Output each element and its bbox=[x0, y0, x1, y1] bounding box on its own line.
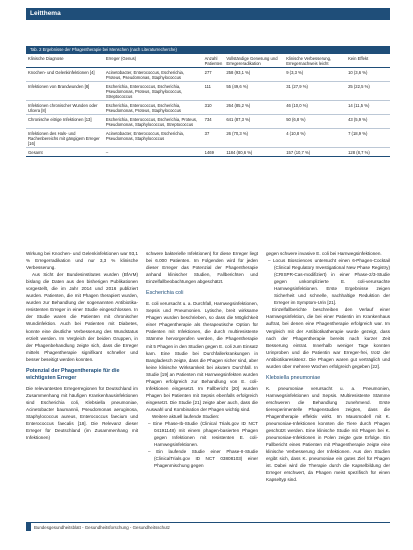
section-heading: Escherichia coli bbox=[146, 290, 184, 297]
table-cell: 14 (11,5 %) bbox=[346, 101, 390, 115]
paragraph: schwere bakterielle Infektionen) für diese Erreger liegt bei 6.000 Patienten. Im Folgenden wird für jeden dieser Erreger das Potenzial der Phagentherapie anhand klinischer Studien, Fallberichten und Einzelfallbeobachtungen abgeschätzt. bbox=[146, 251, 258, 285]
paragraph: Einzelfallberichte beschreiben den Verlauf einer Harnwegsinfektion, die bei einer Patientin im Krankenhaus auftrat, bei denen eine Phagentherapie erfolgreich war. Im Vergleich mit der Antibiotikatherapie wurde gezeigt, dass nach der Phagentherapie bereits nach kurzer Zeit Besserung eintrat. Innerhalb weniger Tage konnten Urinproben und die Patientin war Erreger-frei, trotz der Antibiotikaresistenz. Die Phagen waren gut verträglich und wurden über mehrere Wochen erfolgreich gegeben [22]. bbox=[266, 307, 390, 369]
section-heading: Potenzial der Phagentherapie für die wichtigsten Erreger bbox=[26, 367, 120, 381]
column-header: Klinische Diagnose bbox=[26, 55, 104, 68]
table-cell: 26 (70,3 %) bbox=[224, 129, 284, 148]
table-cell: 37 bbox=[203, 129, 225, 148]
table-cell: Infektionen chronischer Wunden oder Ulcera [8] bbox=[26, 101, 104, 115]
table-caption: Tab. 2 Ergebnisse der Phagentherapie bei Menschen (nach Literaturrecherche) bbox=[26, 46, 390, 54]
table-cell: 310 bbox=[203, 101, 225, 115]
paragraph: Wirkung bei Knochen- und Gelenkinfektionen war 93,1 % Erregerradikation und nur 3,3 % klinische Verbesserung. bbox=[26, 251, 138, 271]
table-cell: Infektionen von Brandwunden [8] bbox=[26, 82, 104, 101]
table-cell: 43 (5,9 %) bbox=[346, 115, 390, 129]
list-item: – Ein laufende Studie einer Phase-II-Studie (ClinicalTrials.gov ID NCT 03808103) einer Phagenmischung gegen bbox=[148, 449, 258, 469]
table-cell: Gesamt bbox=[26, 148, 104, 157]
table-cell: Escherichia, Enterococcus, Escherichia, Proteus, Pseudomonas, Staphylococcus, Streptococcus bbox=[104, 115, 203, 129]
table-row bbox=[26, 101, 390, 115]
paragraph: gegen schwere invasive E. coli bei Harnwegsinfektionen. bbox=[266, 251, 382, 256]
table-cell: 264 (85,2 %) bbox=[224, 101, 284, 115]
table-row bbox=[26, 68, 390, 82]
table-cell: 25 (22,5 %) bbox=[346, 82, 390, 101]
list-item: – Locus Biosciences untersucht einen 6-Phagen-Cocktail (Clinical Regulatory Investigational New Phase Registry) (CRISPR-Cas-modifiziert) in einer Phase-2/3-Studie gegen unkomplizierte E. coli-verursachte Harnwegsinfektionen. Erste Ergebnisse zeigen Sicherheit und schnelle, nachhaltige Reduktion der Erreger im Symptom-Urin [21]. bbox=[268, 258, 390, 306]
table-cell: 55 (49,6 %) bbox=[224, 82, 284, 101]
table-row bbox=[26, 82, 390, 101]
table-cell: Escherichia, Enterococcus, Escherichia, Pseudomonas, Proteus, Staphylococcus bbox=[104, 101, 203, 115]
column-header: Anzahl Patienten bbox=[204, 56, 223, 66]
table-row bbox=[26, 115, 390, 129]
paragraph: Die relevantesten Erregerregionen für Deutschland im Zusammenhang mit häufigen Krankenhausinfektionen sind Escherichia coli, Klebsiella pneumoniae, Acinetobacter baumannii, Pseudomonas aeruginosa, Staphylococcus aureus, Enterococcus faecium und Enterococcus faecalis [18]. Die Relevanz dieser Erreger für Deutschland (im Zusammenhang mit Infektionen) bbox=[26, 385, 138, 441]
list-item: – Eine Phase-Ib-Studie (Clinical Trials.gov ID NCT 04191148) mit einem phagen-basierten Phagen gegen Infektionen mit resistenten E. coli-Harnwegsinfektionen. bbox=[148, 421, 258, 448]
paragraph: Aus Sicht der Bundesinstitutes wurden (BfArM) bislang die Daten aus den bisherigen Publikationen vorgestellt, die im Jahr 2014 und 2016 publiziert wurden. Patienten, die mit Phagen therapiert wurden, wurden zur Behandlung der sogenannten Antibiotika-resistenten Erreger in einer Studie eingeschlossen. In der Studie waren die Patienten mit chronischer Wundinfektion. Auch bei Patienten mit Diabetes, konnte eine deutliche Verbesserung des Wundstatus erzielt werden. Im Vergleich der beiden Gruppen, in der Phagenbehandlung zeigte sich, dass die Erreger mittels Phagentherapie signifikant schneller und besser beseitigt werden konnten. bbox=[26, 272, 138, 362]
table-cell: 7 (18,9 %) bbox=[346, 129, 390, 148]
table-cell: – bbox=[104, 148, 203, 157]
footer bbox=[26, 522, 390, 533]
table-cell: 31 (27,9 %) bbox=[284, 82, 346, 101]
results-table bbox=[26, 55, 390, 157]
table-cell: Escherichia, Enterococcus, Escherichia, Pseudomonas, Proteus, Staphylococcus, Streptococcus bbox=[104, 82, 203, 101]
table-cell: Chronische eitrige Infektionen [13] bbox=[26, 115, 104, 129]
footer-journal: Bundesgesundheitsblatt - Gesundheitsforschung - Gesundheitsschutz bbox=[34, 525, 170, 530]
table-cell: 128 (8,7 %) bbox=[346, 148, 390, 157]
table-cell: Acinetobacter, Enterococcus, Escherichia, Proteus, Pseudomonas, Staphylococcus bbox=[104, 68, 203, 82]
table-cell: Infektionen des Hals- und Rachenbereichs mit gängigem Erreger [16] bbox=[26, 129, 104, 148]
table-cell: 9 (3,3 %) bbox=[284, 68, 346, 82]
table-header-row bbox=[26, 55, 390, 68]
text-column-left bbox=[26, 250, 138, 441]
table-cell: 1469 bbox=[203, 148, 225, 157]
table-cell: 1184 (80,6 %) bbox=[224, 148, 284, 157]
paragraph: Weitere aktuell laufende Studien: bbox=[152, 413, 220, 419]
table-cell: 641 (87,3 %) bbox=[224, 115, 284, 129]
paragraph: K. pneumoniae verursacht u. a. Pneumonien, Harnwegsinfektionen und Sepsis. Multiresistente Stämme erschweren die Behandlung zunehmend. Erste tierexperimentelle Phagenstudien zeigten, dass die Phagentherapie effektiv wirkt. Im Mausmodell mit K. pneumoniae-Infektionen konnten die Tiere durch Phagen geschützt werden. Eine klinische Studie mit Phagen bei K. pneumoniae-Infektionen in Polen zeigte gute Erfolge. Ein Fallbericht eines Patienten mit Phagentherapie zeigte eine klinische Verbesserung der Infektionen. Aus den Studien ergibt sich, dass K. pneumoniae ein gutes Ziel für Phagen ist. Dabei wird die Therapie durch die Kapselbildung der Erreger erschwert, da Phagen meist spezifisch für einen Kapseltyp sind. bbox=[266, 385, 390, 483]
table-cell: 10 (3,6 %) bbox=[346, 68, 390, 82]
column-header: Klinische Verbesserung, Erregernachweis leicht bbox=[284, 55, 346, 68]
table-cell: 277 bbox=[203, 68, 225, 82]
table-cell: Acinetobacter, Enterococcus, Escherichia, Pseudomonas, Staphylococcus bbox=[104, 129, 203, 148]
table-cell: 734 bbox=[203, 115, 225, 129]
text-column-right bbox=[266, 250, 390, 483]
table-cell: 111 bbox=[203, 82, 225, 101]
table-cell: 46 (10,0 %) bbox=[284, 101, 346, 115]
column-header: Vollständige Genesung und Erregereradikation bbox=[224, 55, 284, 68]
text-column-middle bbox=[146, 250, 258, 469]
table-cell: 258 (93,1 %) bbox=[224, 68, 284, 82]
table-cell: Knochen- und Gelenkinfektionen [4] bbox=[26, 68, 104, 82]
column-header: Erreger (Genus) bbox=[104, 55, 203, 68]
paragraph: E. coli verursacht u. a. Durchfall, Harnwegsinfektionen, Sepsis und Pneumonien. Lytische, breit wirksame Phagen wurden beschrieben, so dass die Möglichkeit einer Phagentherapie als therapeutische Option für Patienten mit Infektionen, die durch multiresistente Stämme hervorgerufen werden, die Phagentherapie mit 5 Phagen in den Studien gegen E. coli zum Einsatz kam. Eine Studie bei Durchfallerkrankungen in Bangladesch zeigte, dass die Phagen sicher sind, aber keine klinische Wirksamkeit bei akutem Durchfall. In Studie [19] an Patienten mit Harnwegsinfekten wurden Phagen erfolgreich zur Behandlung von E. coli-Infektionen eingesetzt. Im Fallbericht [20] wurden Phagen bei Patienten mit Sepsis ebenfalls erfolgreich eingesetzt. Die Studie [21] zeigte aber auch, dass die Auswahl und Kombination der Phagen wichtig sind. bbox=[146, 301, 258, 412]
section-heading: Klebsiella pneumoniae bbox=[266, 374, 321, 381]
column-header: Kein Effekt bbox=[346, 55, 390, 68]
table-cell: 157 (10,7 %) bbox=[284, 148, 346, 157]
table-cell: 4 (10,8 %) bbox=[284, 129, 346, 148]
table-cell: 50 (6,8 %) bbox=[284, 115, 346, 129]
table-total-row bbox=[26, 148, 390, 157]
section-header: Leitthema bbox=[26, 8, 390, 20]
table-row bbox=[26, 129, 390, 148]
